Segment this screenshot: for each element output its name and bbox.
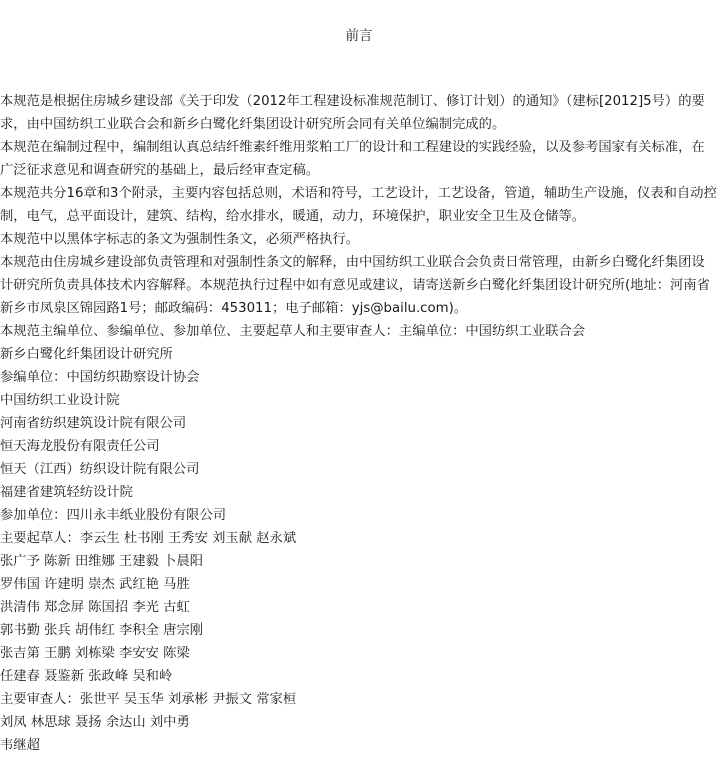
list-item: 韦继超 [0, 738, 40, 753]
paragraph-contents: 本规范共分16章和3个附录，主要内容包括总则，术语和符号，工艺设计，工艺设备，管道，辅助生产设施，仪表和自动控制，电气，总平面设计，建筑、结构，给水排水，暖通，动力，环境保护，职业安全卫生及仓储等。 [0, 186, 717, 224]
list-item: 河南省纺织建筑设计院有限公司 [0, 416, 187, 431]
list-item: 张广予 陈新 田维娜 王建毅 卜晨阳 [0, 554, 204, 569]
list-item: 主要起草人：李云生 杜书刚 王秀安 刘玉献 赵永斌 [0, 531, 297, 546]
list-item: 主要审查人：张世平 吴玉华 刘承彬 尹振文 常家桓 [0, 692, 297, 707]
list-item: 郭书勤 张兵 胡伟红 李积全 唐宗刚 [0, 623, 204, 638]
list-item: 罗伟国 许建明 崇杰 武红艳 马胜 [0, 577, 190, 592]
list-item: 洪清伟 郑念屏 陈国招 李光 古虹 [0, 600, 190, 615]
paragraph-compilation: 本规范在编制过程中，编制组认真总结纤维素纤维用浆粕工厂的设计和工程建设的实践经验，以及参考国家有关标准，在广泛征求意见和调查研究的基础上，最后经审查定稿。 [0, 140, 705, 178]
list-item: 恒天海龙股份有限责任公司 [0, 439, 160, 454]
document-title: 前言 [345, 28, 373, 44]
paragraph-units-intro: 本规范主编单位、参编单位、参加单位、主要起草人和主要审查人：主编单位：中国纺织工业联合会 [0, 324, 586, 339]
list-item: 参编单位：中国纺织勘察设计协会 [0, 370, 200, 385]
document-body [0, 90, 718, 757]
paragraph-management: 本规范由住房城乡建设部负责管理和对强制性条文的解释，由中国纺织工业联合会负责日常管理，由新乡白鹭化纤集团设计研究所负责具体技术内容解释。本规范执行过程中如有意见或建议，请寄送新乡白鹭化纤集团设计研究所(地址：河南省新乡市凤泉区锦园路1号；邮政编码：453011；电子邮箱：yjs@bailu.com)。 [0, 255, 710, 316]
list-item: 刘凤 林思球 聂扬 余达山 刘中勇 [0, 715, 190, 730]
paragraph-origin: 本规范是根据住房城乡建设部《关于印发（2012年工程建设标准规范制订、修订计划）的通知》（建标[2012]5号）的要求，由中国纺织工业联合会和新乡白鹭化纤集团设计研究所会同有关单位编制完成的。 [0, 94, 705, 132]
list-item: 参加单位：四川永丰纸业股份有限公司 [0, 508, 227, 523]
list-item: 任建春 聂鉴新 张政峰 吴和岭 [0, 669, 173, 684]
list-item: 张吉第 王鹏 刘栋梁 李安安 陈梁 [0, 646, 190, 661]
paragraph-mandatory: 本规范中以黑体字标志的条文为强制性条文，必须严格执行。 [0, 232, 360, 247]
list-item: 中国纺织工业设计院 [0, 393, 120, 408]
list-item: 恒天（江西）纺织设计院有限公司 [0, 462, 200, 477]
list-item: 福建省建筑轻纺设计院 [0, 485, 133, 500]
list-item: 新乡白鹭化纤集团设计研究所 [0, 347, 173, 362]
